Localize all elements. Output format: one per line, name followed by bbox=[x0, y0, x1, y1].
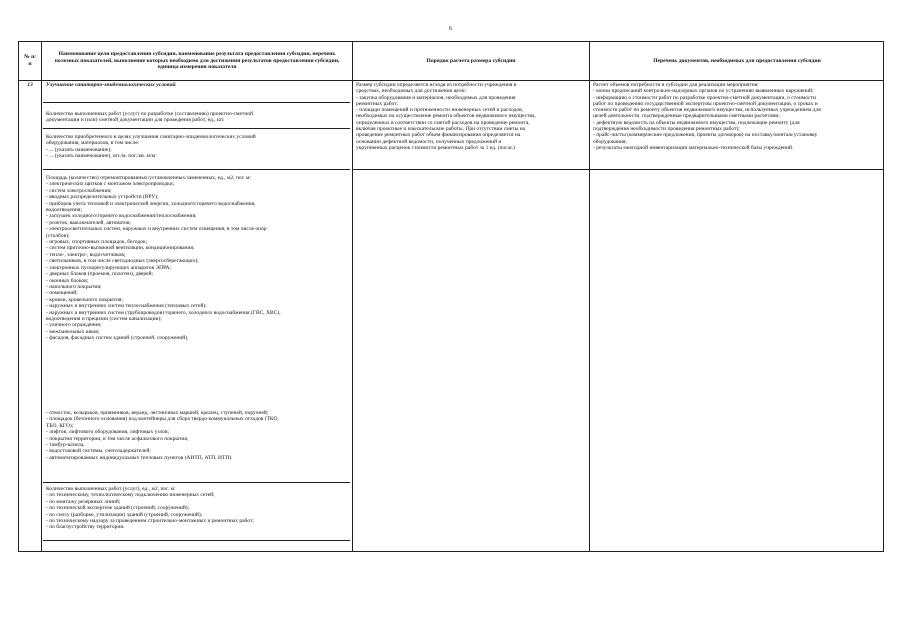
result-line: - электроосветительных систем, наружных и внутренних систем освещения, в том числе опор bbox=[46, 226, 267, 233]
calc-line: средствах, необходимых для достижения цели: bbox=[356, 88, 467, 95]
calc-line: включая проектные и изыскательские работы. При отсутствии сметы на bbox=[356, 126, 526, 133]
calc-line: Размер субсидии определяется исходя из потребности учреждения в bbox=[356, 82, 517, 88]
docs-line: - прайс-листы (коммерческие предложения, проекты договоров) на поставку/монтаж/установку bbox=[593, 132, 818, 139]
result-line: Площадь (количество) отремонтированных/установленных/замененных, ед., м2, пог. м: bbox=[46, 175, 252, 181]
docs-line: Расчет объемов потребности в субсидии для реализации мероприятия: bbox=[593, 82, 759, 88]
calc-line: основании дефектной ведомости, полученных предложений и bbox=[356, 138, 502, 145]
result-line: - ... (указать наименование), шт./м. пог./кв. м/кг bbox=[46, 153, 157, 160]
result-line: - розеток, выключателей, автоматов; bbox=[46, 219, 132, 226]
result-box-services bbox=[43, 482, 350, 541]
result-line: - водостоковой системы, снегозадержателей; bbox=[46, 448, 151, 455]
docs-line: - результаты ежегодной инвентаризации материально-технической базы учреждений. bbox=[593, 144, 794, 151]
result-box-design-docs bbox=[43, 102, 350, 129]
result-line: - межпанельных швов; bbox=[46, 328, 100, 335]
repairs-list-b bbox=[46, 410, 347, 461]
result-line: - тамбур-шлюза, bbox=[46, 442, 85, 449]
result-line: - по сносу (разборке, утилизации) зданий (строений, сооружений); bbox=[46, 511, 203, 518]
calc-line: - закупка оборудования и материалов, необходимых для проведения bbox=[356, 94, 516, 101]
result-line: - игровых, спортивных площадок, беседок; bbox=[46, 239, 148, 246]
result-line: документации и (или) сметной документации для проведения работ, ед., шт. bbox=[46, 117, 225, 124]
result-line: - по техническому, технологическому подключению инженерных сетей; bbox=[46, 492, 215, 499]
result-line: - заглушек холодного/горячего водоснабжения/теплоснабжения; bbox=[46, 213, 197, 220]
row-number: 13 bbox=[27, 82, 33, 88]
result-line: - вводных распределительных устройств (ВРУ); bbox=[46, 194, 159, 201]
result-line: Количество выполненных работ (услуг), ед., м2, пог. м: bbox=[46, 486, 176, 492]
result-line: - электронных пускорегулирующих аппаратов ЭПРА; bbox=[46, 264, 171, 271]
docs-line: - дефектную ведомость на объекты недвижимого имущества, подлежащие ремонту (для bbox=[593, 119, 800, 126]
result-line: (столбов); bbox=[46, 232, 70, 239]
calc-line: укрупненных расценок стоимости ремонтных работ за 1 ед. (пог.м.) bbox=[356, 144, 515, 151]
calc-line: проведение ремонтных работ объем финансирования определяется на bbox=[356, 132, 521, 139]
result-line: - ... (указать наименование); bbox=[46, 146, 112, 153]
result-line: Количество выполненных работ (услуг) по разработке (составлению) проектно-сметной bbox=[46, 111, 253, 117]
docs-list bbox=[593, 82, 881, 151]
result-box-repairs bbox=[43, 169, 350, 483]
result-line: ТБО, КГО); bbox=[46, 422, 74, 429]
result-line: - кровли, кровельного покрытия; bbox=[46, 296, 123, 303]
calc-line: определенных в соответствии со сметой расходов на проведение ремонта, bbox=[356, 119, 530, 126]
result-line: - наружных и внутренних систем (трубопроводов) горячего, холодного водоснабжения (ГВС, ХВС), bbox=[46, 309, 281, 316]
result-line: - дверных блоков (проемов, полотен), дверей; bbox=[46, 271, 154, 278]
calc-line: необходимых на осуществление ремонта объектов недвижимого имущества, bbox=[356, 113, 536, 120]
result-line: - площадок (бетонного основания) под контейнеры для сбора твердо-коммунальных отходов (ТКО, bbox=[46, 416, 279, 423]
header-num: № п/п bbox=[24, 54, 36, 67]
docs-line: - информацию о стоимости работ по разработке проектно-сметной документации, о стоимости bbox=[593, 94, 816, 101]
result-line: - приборов учета тепловой и электрической энергии, холодного/горячего водоснабжения, bbox=[46, 200, 256, 207]
result-line: - отмосток, козырьков, приямников, веранд, лестничных маршей, крылец, ступеней, поручней; bbox=[46, 410, 269, 416]
docs-line: стоимости работ по ремонту объектов недвижимого имущества, используемых учреждением для bbox=[593, 107, 821, 114]
result-line: - фасадов, фасадных систем зданий (строений, сооружений), bbox=[46, 335, 189, 342]
result-line: - по монтажу резервных линий; bbox=[46, 498, 121, 505]
docs-line: целей деятельности, подтвержденные предварительными сметными расчетами; bbox=[593, 113, 780, 120]
result-line: - по технической экспертизе зданий (строений, сооружений); bbox=[46, 505, 190, 512]
result-line: - помещений; bbox=[46, 290, 78, 297]
result-line: - уличного ограждения; bbox=[46, 322, 102, 329]
result-line: - светильников, в том числе светодиодных (энергосберегающих); bbox=[46, 258, 199, 265]
result-box-equipment bbox=[43, 128, 350, 170]
calc-line: ремонтных работ; bbox=[356, 100, 399, 107]
result-line: - лифтов, лифтового оборудования, лифтовых узлов; bbox=[46, 429, 170, 436]
header-divider bbox=[19, 80, 883, 81]
docs-line: работ по проведению государственной экспертизы проектно-сметной документации, о сроках и bbox=[593, 100, 818, 107]
result-line: Количество приобретенного в целях улучшения санитарно-эпидемиологических условий bbox=[46, 134, 256, 140]
result-line: оборудования, материалов, в том числе: bbox=[46, 140, 140, 147]
result-line: - электрических щитков с монтажом электропроводки; bbox=[46, 181, 175, 188]
calc-description bbox=[356, 82, 586, 151]
docs-line: - копии предписаний контрольно-надзорных органов по устранению выявленных нарушений; bbox=[593, 88, 814, 95]
result-line: - оконных блоков; bbox=[46, 277, 89, 284]
repairs-list-a bbox=[46, 175, 347, 342]
result-line: - покрытия территории, в том числе асфальтового покрытия, bbox=[46, 435, 189, 442]
page-number: 6 bbox=[449, 26, 452, 32]
goal-title: Улучшение санитарно-эпидемиологических условий bbox=[46, 82, 176, 88]
column-divider bbox=[589, 42, 590, 551]
docs-line: подтверждения необходимости проведения ремонтных работ); bbox=[593, 126, 740, 133]
result-line: водоотведения; bbox=[46, 207, 82, 214]
header-calc: Порядок расчета размера субсидии bbox=[426, 57, 516, 64]
header-goal: Наименование цели предоставления субсидии, наименование результата предоставления субсидии, перечень полезных показателей, выполнение которых необходимо для достижения результатов предоставления субсидии, единица измерения показателя bbox=[54, 51, 340, 71]
result-line: - систем электроснабжения; bbox=[46, 187, 112, 194]
docs-line: оборудования; bbox=[593, 138, 627, 145]
result-line: - по техническому надзору за проведением строительно-монтажных и ремонтных работ; bbox=[46, 518, 254, 525]
calc-line: - площади помещений и протяженности инженерных сетей и расходов, bbox=[356, 107, 524, 114]
result-line: - напольного покрытия; bbox=[46, 283, 102, 290]
calc-docs-divider bbox=[353, 169, 883, 170]
result-line: водоотведения и прецизии (систем канализации); bbox=[46, 315, 162, 322]
subsidy-table bbox=[18, 41, 884, 552]
column-divider bbox=[41, 42, 42, 551]
result-line: - наружных и внутренних систем теплоснабжения (тепловых сетей); bbox=[46, 303, 207, 310]
column-divider bbox=[352, 42, 353, 551]
result-line: - тепло-, электро-, водосчетчиков; bbox=[46, 251, 126, 258]
header-docs: Перечень документов, необходимых для предоставления субсидии bbox=[653, 57, 821, 64]
result-line: - по благоустройству территории. bbox=[46, 524, 125, 531]
result-line: - автоматизированных индивидуальных тепловых пунктов (АИТП, АТП, ИТП). bbox=[46, 454, 233, 461]
result-line: - систем приточно-вытяжной вентиляции, кондиционирования; bbox=[46, 245, 195, 252]
